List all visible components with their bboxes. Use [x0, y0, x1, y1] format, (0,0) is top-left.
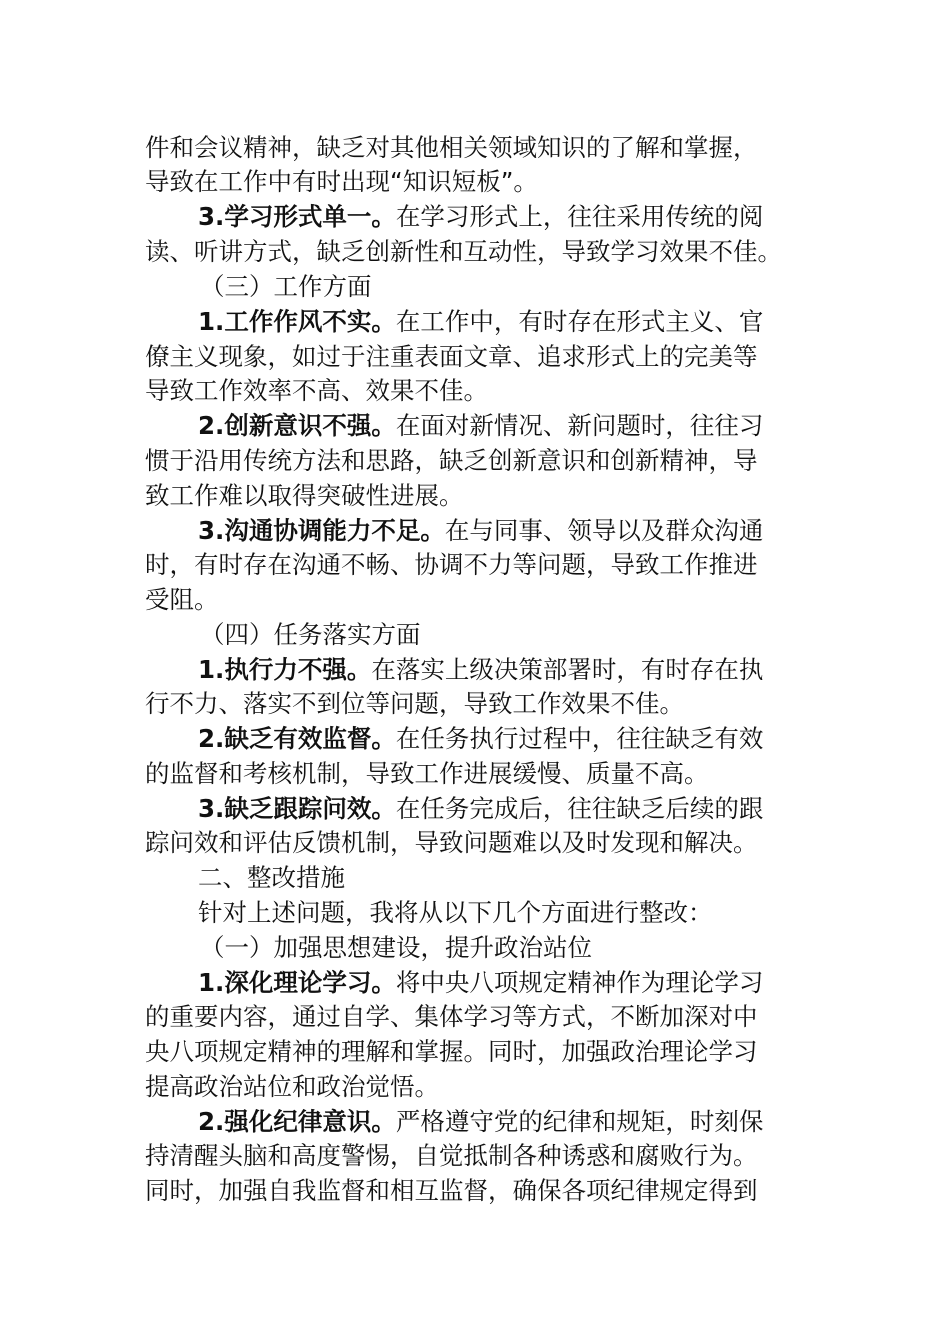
item-text: 在任务执行过程中，往往缺乏有效 [395, 724, 764, 753]
section-heading: （四）任务落实方面 [200, 620, 421, 649]
item-heading: 2.创新意识不强。 [198, 411, 396, 440]
body-text-line: 的重要内容，通过自学、集体学习等方式，不断加深对中 [145, 1002, 758, 1031]
item-heading: 1.执行力不强。 [198, 655, 372, 684]
body-text-line: 持清醒头脑和高度警惕，自觉抵制各种诱惑和腐败行为。 [145, 1141, 758, 1170]
numbered-item [198, 966, 810, 1000]
body-text-line: 同时，加强自我监督和相互监督，确保各项纪律规定得到 [145, 1176, 758, 1205]
body-text-line: 踪问效和评估反馈机制，导致问题难以及时发现和解决。 [145, 828, 758, 857]
item-heading: 2.缺乏有效监督。 [198, 724, 396, 753]
body-text-line: 行不力、落实不到位等问题，导致工作效果不佳。 [145, 689, 684, 718]
item-heading: 3.沟通协调能力不足。 [198, 516, 445, 545]
item-heading: 1.工作作风不实。 [198, 307, 396, 336]
item-text: 在面对新情况、新问题时，往往习 [395, 411, 764, 440]
item-heading: 3.缺乏跟踪问效。 [198, 794, 396, 823]
body-text-line: 导致在工作中有时出现“知识短板”。 [145, 167, 538, 196]
numbered-item [198, 409, 810, 443]
body-text-line: 导致工作效率不高、效果不佳。 [145, 376, 488, 405]
item-text: 将中央八项规定精神作为理论学习 [395, 968, 764, 997]
numbered-item [198, 1105, 810, 1139]
section-heading: （一）加强思想建设，提升政治站位 [200, 933, 592, 962]
item-heading: 1.深化理论学习。 [198, 968, 396, 997]
numbered-item [198, 514, 810, 548]
body-text-line: 僚主义现象，如过于注重表面文章、追求形式上的完美等 [145, 342, 758, 371]
body-text-line: 读、听讲方式，缺乏创新性和互动性，导致学习效果不佳。 [145, 237, 782, 266]
item-text: 严格遵守党的纪律和规矩，时刻保 [395, 1107, 764, 1136]
body-text-line: 受阻。 [145, 585, 219, 614]
body-text-line: 的监督和考核机制，导致工作进展缓慢、质量不高。 [145, 759, 709, 788]
chapter-heading: 二、整改措施 [198, 863, 345, 892]
numbered-item [198, 792, 810, 826]
item-text: 在与同事、领导以及群众沟通 [444, 516, 764, 545]
numbered-item [198, 305, 810, 339]
body-text-line: 针对上述问题，我将从以下几个方面进行整改： [198, 898, 713, 927]
body-text-line: 时，有时存在沟通不畅、协调不力等问题，导致工作推进 [145, 550, 758, 579]
item-text: 在学习形式上，往往采用传统的阅 [395, 202, 764, 231]
section-heading: （三）工作方面 [200, 272, 372, 301]
body-text-line: 提高政治站位和政治觉悟。 [145, 1072, 439, 1101]
numbered-item [198, 722, 810, 756]
item-text: 在工作中，有时存在形式主义、官 [395, 307, 764, 336]
numbered-item [198, 200, 810, 234]
body-text-line: 惯于沿用传统方法和思路，缺乏创新意识和创新精神，导 [145, 446, 758, 475]
body-text-line: 央八项规定精神的理解和掌握。同时，加强政治理论学习 [145, 1037, 758, 1066]
body-text-line: 致工作难以取得突破性进展。 [145, 481, 464, 510]
numbered-item [198, 653, 810, 687]
item-text: 在任务完成后，往往缺乏后续的跟 [395, 794, 764, 823]
item-heading: 2.强化纪律意识。 [198, 1107, 396, 1136]
item-heading: 3.学习形式单一。 [198, 202, 396, 231]
item-text: 在落实上级决策部署时，有时存在执 [371, 655, 764, 684]
body-text-line: 件和会议精神，缺乏对其他相关领域知识的了解和掌握， [145, 133, 758, 162]
